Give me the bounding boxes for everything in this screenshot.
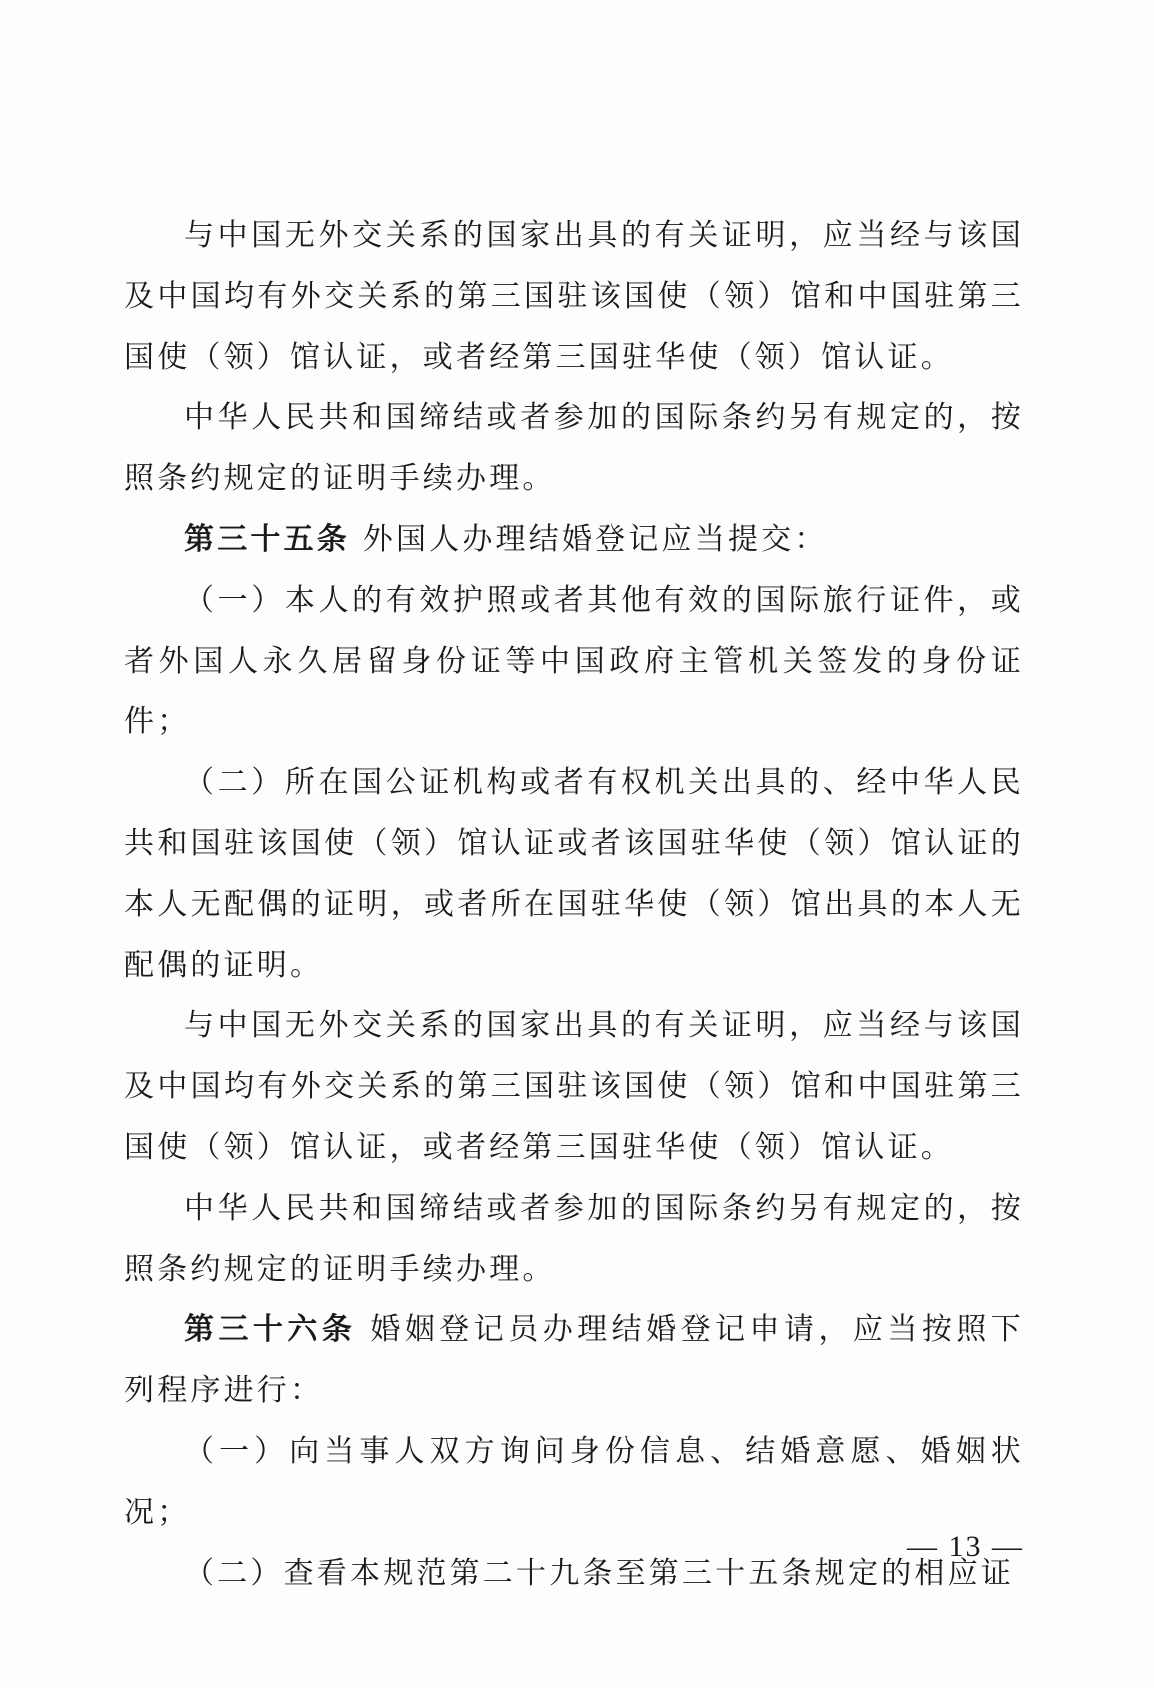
paragraph: 与中国无外交关系的国家出具的有关证明，应当经与该国及中国均有外交关系的第三国驻该国使（领）馆和中国驻第三国使（领）馆认证，或者经第三国驻华使（领）馆认证。 (124, 218, 1024, 375)
paragraph: （二）所在国公证机构或者有权机关出具的、经中华人民共和国驻该国使（领）馆认证或者该国驻华使（领）馆认证的本人无配偶的证明，或者所在国驻华使（领）馆出具的本人无配偶的证明。 (124, 765, 1024, 983)
paragraph: （一）本人的有效护照或者其他有效的国际旅行证件，或者外国人永久居留身份证等中国政府主管机关签发的身份证件； (124, 582, 1024, 740)
body-text (124, 206, 1024, 1604)
article-text: 婚姻登记员办理结婚登记申请，应当按照下列程序进行： (124, 1312, 1024, 1409)
paragraph: 与中国无外交关系的国家出具的有关证明，应当经与该国及中国均有外交关系的第三国驻该国使（领）馆和中国驻第三国使（领）馆认证，或者经第三国驻华使（领）馆认证。 (124, 1008, 1024, 1165)
article-paragraph (124, 1300, 1024, 1422)
paragraph: 中华人民共和国缔结或者参加的国际条约另有规定的，按照条约规定的证明手续办理。 (124, 400, 1024, 497)
paragraph: （一）向当事人双方询问身份信息、结婚意愿、婚姻状况； (124, 1433, 1024, 1530)
article-paragraph (124, 510, 1024, 571)
article-number: 第三十五条 (184, 521, 350, 557)
article-text: 外国人办理结婚登记应当提交： (362, 521, 828, 557)
page-number: — 13 — (907, 1530, 1024, 1563)
article-number: 第三十六条 (184, 1312, 357, 1348)
paragraph: （二）查看本规范第二十九条至第三十五条规定的相应证 (184, 1555, 1014, 1591)
paragraph: 中华人民共和国缔结或者参加的国际条约另有规定的，按照条约规定的证明手续办理。 (124, 1190, 1024, 1287)
